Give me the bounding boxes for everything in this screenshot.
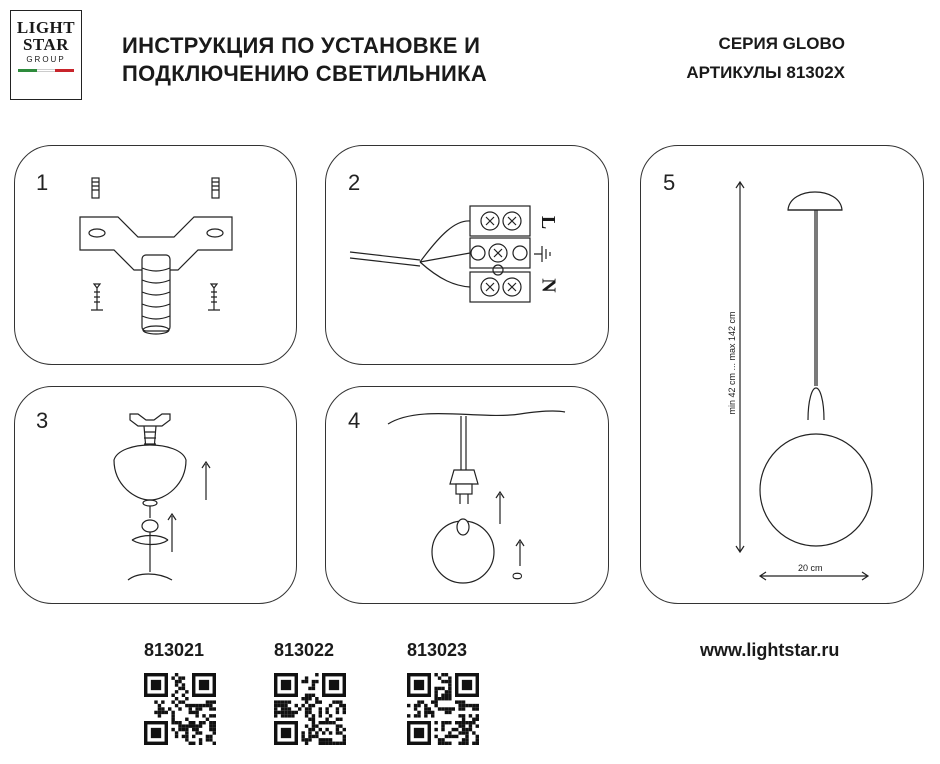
step4-shade-illustration: [388, 411, 565, 583]
neutral-label: N: [537, 278, 560, 293]
step5-number: 5: [663, 170, 676, 195]
logo-line2: STAR: [22, 35, 70, 54]
qr-code-1: [144, 673, 216, 745]
qr-code-3: [407, 673, 479, 745]
article-code-3: 813023: [407, 640, 468, 660]
article-code-2: 813022: [274, 640, 335, 660]
article-code-1: 813021: [144, 640, 205, 660]
step2-number: 2: [348, 170, 361, 195]
logo-line3: GROUP: [26, 55, 66, 64]
step3-canopy-illustration: [114, 414, 210, 580]
screw-left: [91, 284, 103, 310]
wall-plug-right: [212, 178, 219, 198]
height-dimension: min 42 cm ... max 142 cm: [727, 311, 737, 415]
title-line1: ИНСТРУКЦИЯ ПО УСТАНОВКЕ И: [122, 33, 481, 58]
step5-pendant-illustration: [736, 182, 872, 580]
step1-bracket-illustration: [80, 178, 232, 334]
width-dimension: 20 cm: [798, 563, 823, 573]
series-label: СЕРИЯ GLOBO: [718, 34, 845, 53]
lock-symbol: 0: [508, 572, 525, 580]
step2-wiring-illustration: [350, 206, 550, 302]
step3-number: 3: [36, 408, 49, 433]
screw-right: [208, 284, 220, 310]
live-label: L: [537, 215, 560, 230]
articles-label: АРТИКУЛЫ 81302X: [686, 63, 845, 82]
title-line2: ПОДКЛЮЧЕНИЮ СВЕТИЛЬНИКА: [122, 61, 488, 86]
step1-number: 1: [36, 170, 49, 195]
step4-number: 4: [348, 408, 361, 433]
qr-code-2: [274, 673, 346, 745]
ground-symbol-icon: [534, 246, 550, 262]
website-link[interactable]: www.lightstar.ru: [700, 640, 840, 660]
logo-line1: LIGHT: [16, 18, 76, 37]
wall-plug-left: [92, 178, 99, 198]
